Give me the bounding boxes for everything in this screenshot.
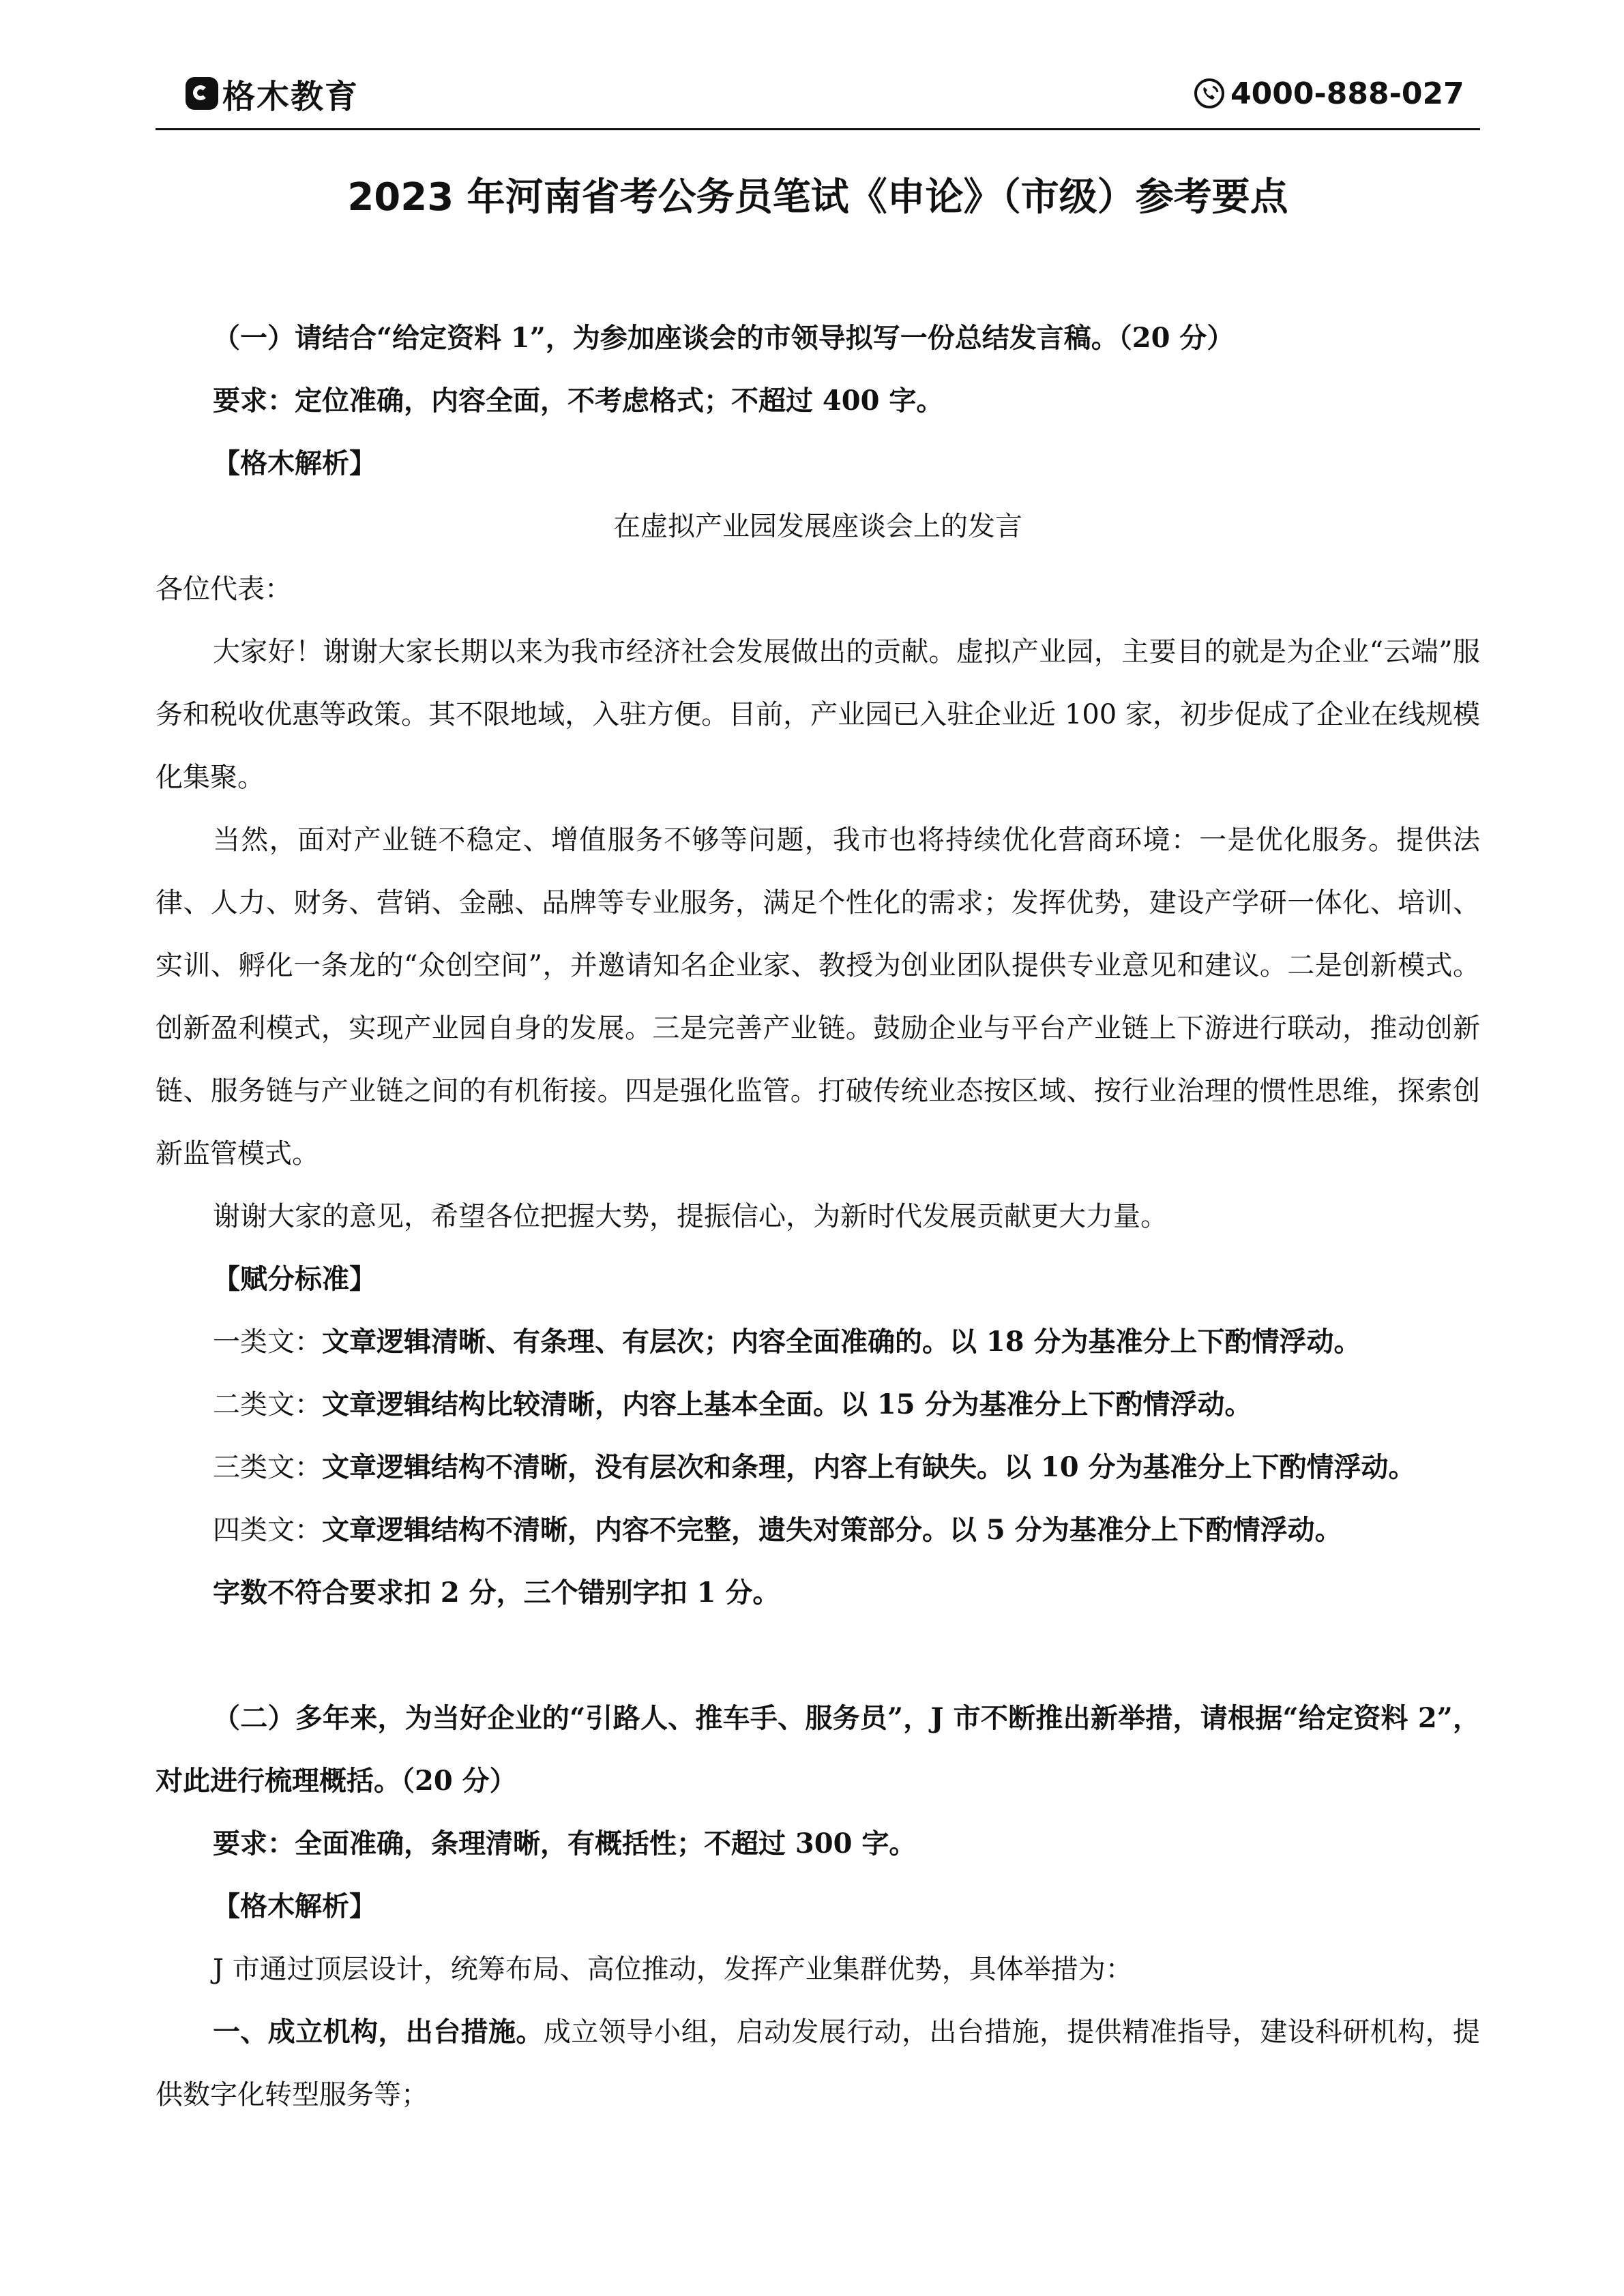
- document-body: [156, 307, 1480, 2126]
- phone-icon: [1194, 78, 1225, 109]
- question-1: （一）请结合“给定资料 1”，为参加座谈会的市领导拟写一份总结发言稿。（20 分）: [213, 322, 1235, 354]
- scoring-label: 【赋分标准】: [213, 1263, 377, 1295]
- answer-point: 一、成立机构，出台措施。成立领导小组，启动发展行动，出台措施，提供精准指导，建设科研机构，提供数字化转型服务等；: [156, 2016, 1481, 2111]
- analysis-label: 【格木解析】: [213, 447, 377, 479]
- speech-title: 在虚拟产业园发展座谈会上的发言: [613, 511, 1022, 542]
- hotline: [1194, 74, 1464, 113]
- section-gap: [156, 1624, 1480, 1687]
- question-2: （二）多年来，为当好企业的“引路人、推车手、服务员”，J 市不断推出新举措，请根据“给定资料 2”，对此进行梳理概括。（20 分）: [156, 1702, 1480, 1797]
- scoring-item: 三类文：文章逻辑结构不清晰，没有层次和条理，内容上有缺失。以 10 分为基准分上下酌情浮动。: [213, 1451, 1416, 1483]
- page-title: 2023 年河南省考公务员笔试《申论》（市级）参考要点: [347, 175, 1288, 220]
- scoring-item: 一类文：文章逻辑清晰、有条理、有层次；内容全面准确的。以 18 分为基准分上下酌情浮动。: [213, 1326, 1361, 1358]
- phone-number: 4000-888-027: [1230, 76, 1464, 111]
- salutation: 各位代表：: [156, 573, 292, 605]
- scoring-item: 四类文：文章逻辑结构不清晰，内容不完整，遗失对策部分。以 5 分为基准分上下酌情浮动。: [213, 1514, 1342, 1546]
- speech-paragraph: 大家好！谢谢大家长期以来为我市经济社会发展做出的贡献。虚拟产业园，主要目的就是为企业“云端”服务和税收优惠等政策。其不限地域，入驻方便。目前，产业园已入驻企业近 100 家，初步促成了企业在线规模化集聚。: [156, 636, 1480, 793]
- logo-e-icon: [186, 77, 218, 110]
- deduction-rule: 字数不符合要求扣 2 分，三个错别字扣 1 分。: [213, 1577, 780, 1609]
- analysis-label: 【格木解析】: [213, 1890, 377, 1922]
- speech-paragraph: 当然，面对产业链不稳定、增值服务不够等问题，我市也将持续优化营商环境：一是优化服务。提供法律、人力、财务、营销、金融、品牌等专业服务，满足个性化的需求；发挥优势，建设产学研一体化、培训、实训、孵化一条龙的“众创空间”，并邀请知名企业家、教授为创业团队提供专业意见和建议。二是创新模式。创新盈利模式，实现产业园自身的发展。三是完善产业链。鼓励企业与平台产业链上下游进行联动，推动创新链、服务链与产业链之间的有机衔接。四是强化监管。打破传统业态按区域、按行业治理的惯性思维，探索创新监管模式。: [156, 824, 1480, 1169]
- answer-intro: J 市通过顶层设计，统筹布局、高位推动，发挥产业集群优势，具体举措为：: [213, 1954, 1133, 1985]
- header-divider: [156, 128, 1480, 130]
- brand-name: 格木教育: [222, 77, 359, 116]
- question-2-requirement: 要求：全面准确，条理清晰，有概括性；不超过 300 字。: [213, 1828, 917, 1860]
- question-1-requirement: 要求：定位准确，内容全面，不考虑格式；不超过 400 字。: [213, 385, 944, 417]
- scoring-item: 二类文：文章逻辑结构比较清晰，内容上基本全面。以 15 分为基准分上下酌情浮动。: [213, 1388, 1252, 1420]
- speech-paragraph: 谢谢大家的意见，希望各位把握大势，提振信心，为新时代发展贡献更大力量。: [213, 1201, 1168, 1232]
- brand-logo: [186, 72, 359, 115]
